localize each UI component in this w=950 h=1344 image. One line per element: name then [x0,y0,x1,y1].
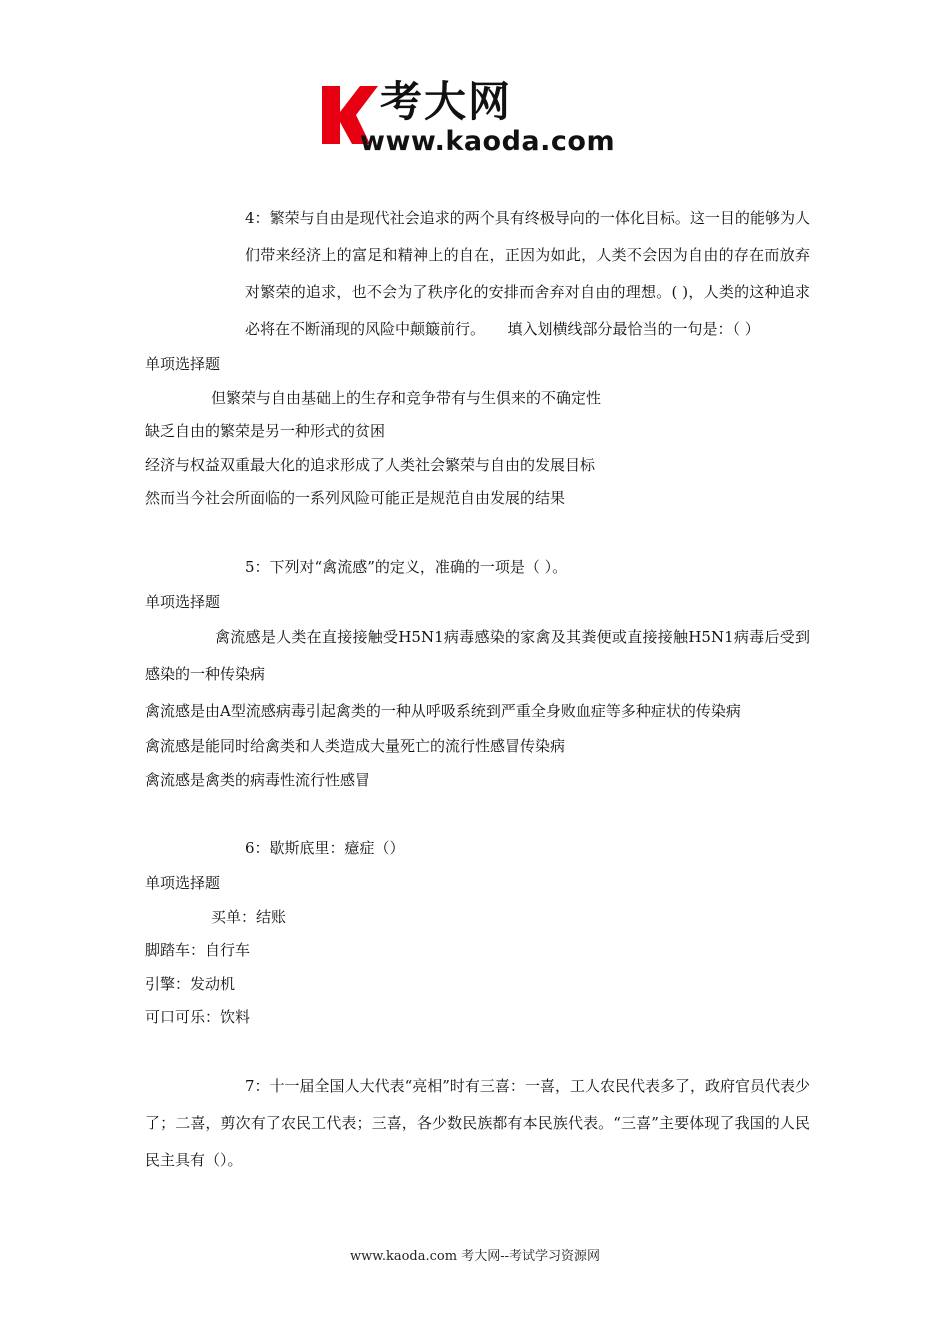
question-list [145,200,810,1179]
question-5-option: 禽流感是禽类的病毒性流行性感冒 [145,770,371,789]
question-6-type: 单项选择题 [145,874,221,892]
question-4-option: 然而当今社会所面临的一系列风险可能正是规范自由发展的结果 [145,489,566,507]
question-4-stem: 4：繁荣与自由是现代社会追求的两个具有终极导向的一体化目标。这一目的能够为人们带来经济上的富足和精神上的自在，正因为如此，人类不会因为自由的存在而放弃对繁荣的追求，也不会为了秩序化的安排而舍弃对自由的理想。( )，人类的这种追求必将在不断涌现的风险中颠簸前行。 填入划横线部分最恰当的一句是：（ ） [245,209,810,338]
question-6-option: 买单：结账 [211,907,287,926]
question-4-option: 缺乏自由的繁荣是另一种形式的贫困 [145,422,386,440]
page-footer: www.kaoda.com 考大网--考试学习资源网 [350,1249,600,1264]
logo-brand-name: 考大网 [380,77,513,126]
question-4-option: 但繁荣与自由基础上的生存和竞争带有与生俱来的不确定性 [211,388,602,407]
question-5-option: 禽流感是人类在直接接触受H5N1病毒感染的家禽及其粪便或直接接触H5N1病毒后受到感染的一种传染病 [145,628,810,683]
question-6-option: 引擎：发动机 [145,974,236,993]
question-4-type: 单项选择题 [145,355,221,373]
kaoda-logo [318,77,648,162]
question-6-option: 脚踏车：自行车 [145,941,251,959]
question-6-option: 可口可乐：饮料 [145,1008,251,1026]
question-5-option: 禽流感是能同时给禽类和人类造成大量死亡的流行性感冒传染病 [145,737,566,755]
question-5-stem: 5：下列对“禽流感”的定义，准确的一项是（ ）。 [245,557,568,576]
question-5-option: 禽流感是由A型流感病毒引起禽类的一种从呼吸系统到严重全身败血症等多种症状的传染病 [145,702,741,720]
question-7-stem: 7：十一届全国人大代表“亮相”时有三喜：一喜，工人农民代表多了，政府官员代表少了；二喜，剪次有了农民工代表；三喜，各少数民族都有本民族代表。“三喜”主要体现了我国的人民民主具有（）。 [145,1076,810,1169]
question-6-stem: 6：歇斯底里：癔症（） [245,839,405,857]
question-4-option: 经济与权益双重最大化的追求形成了人类社会繁荣与自由的发展目标 [145,455,596,474]
logo-url: www.kaoda.com [360,126,616,157]
question-5-type: 单项选择题 [145,592,221,611]
